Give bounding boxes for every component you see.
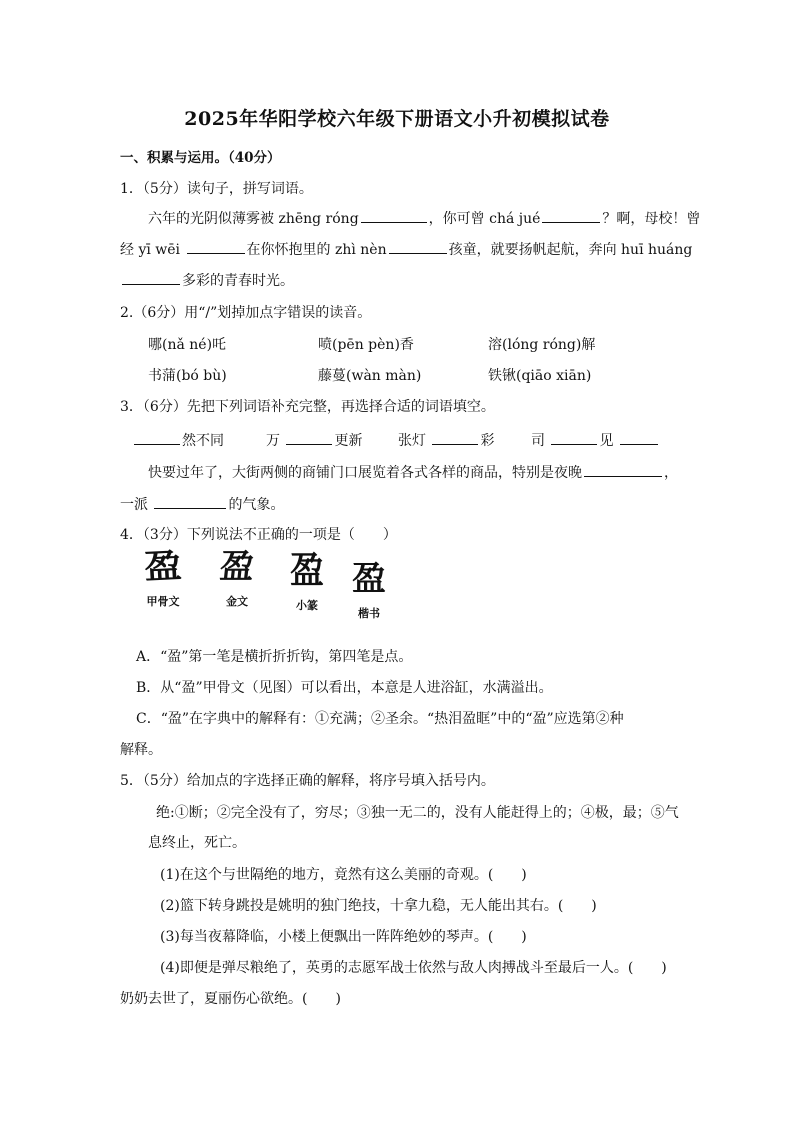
q2-item: 藤蔓(wàn màn)	[318, 368, 422, 384]
q1-text: ？啊，母校！曾	[602, 211, 701, 227]
answer-blank[interactable]	[154, 495, 226, 509]
q3-word-1	[132, 430, 224, 450]
q1-text: 孩童，就要扬帆起航，奔向 huī huáng	[448, 242, 693, 258]
q4-option-c: C．“盈”在字典中的解释有：①充满；②圣余。“热泪盈眶”中的“盈”应选第②种	[136, 711, 624, 727]
q4-option-c-cont: 解释。	[120, 742, 162, 758]
q2-item: 铁锹(qiāo xiān)	[488, 368, 592, 384]
q3-word-3	[398, 430, 494, 450]
exam-title: 2025年华阳学校六年级下册语文小升初模拟试卷	[184, 108, 610, 130]
q1-text: 六年的光阴似薄雾被 zhēng róng	[148, 211, 359, 227]
q3-word-text: 张灯	[398, 433, 426, 449]
answer-blank[interactable]	[620, 431, 658, 445]
q1-line-2	[120, 239, 692, 259]
q2-item: 书蒲(bó bù)	[148, 368, 227, 384]
regular-script-glyph	[346, 559, 392, 621]
q3-word-text: 万	[266, 433, 280, 449]
q2-stem: 2.（6分）用“/”划掉加点字错误的读音。	[120, 305, 372, 321]
q5-sentence: (4)即便是弹尽粮绝了，英勇的志愿军战士依然与敌人肉搏战斗至最后一人。( )	[160, 960, 667, 976]
q3-word-text: 然不同	[182, 433, 224, 449]
q3-text: ，	[664, 465, 678, 481]
glyph-caption: 小篆	[296, 599, 318, 612]
glyph-char: 盈	[290, 549, 324, 593]
q5-sentence: (1)在这个与世隔绝的地方，竟然有这么美丽的奇观。( )	[160, 867, 527, 883]
q1-text: 在你怀抱里的 zhì nèn	[246, 242, 387, 258]
q2-item: 喷(pēn pèn)香	[318, 337, 414, 353]
q3-sentence-2	[120, 494, 284, 514]
answer-blank[interactable]	[187, 240, 245, 254]
answer-blank[interactable]	[361, 209, 427, 223]
q1-text: ，你可曾 chá jué	[428, 211, 541, 227]
q5-definition: 绝:①断；②完全没有了，穷尽；③独一无二的，没有人能赶得上的；④极，最；⑤气	[156, 805, 679, 821]
glyph-caption: 甲骨文	[146, 595, 180, 608]
q3-word-2	[266, 430, 362, 450]
q4-option-a: A．“盈”第一笔是横折折折钩，第四笔是点。	[136, 649, 413, 665]
section-1-heading: 一、积累与运用。（40分）	[120, 150, 281, 166]
q3-stem: 3．（6分）先把下列词语补充完整，再选择合适的词语填空。	[120, 399, 495, 415]
q3-text: 一派	[120, 497, 148, 513]
q5-sentence: (2)篮下转身跳投是姚明的独门绝技，十拿九稳，无人能出其右。( )	[160, 898, 597, 914]
q2-item: 哪(nǎ né)吒	[148, 337, 227, 353]
q3-text: 快要过年了，大街两侧的商铺门口展览着各式各样的商品，特别是夜晚	[148, 465, 582, 481]
q1-text: 多彩的青春时光。	[182, 273, 294, 289]
oracle-bone-glyph	[140, 547, 186, 609]
q3-text: 的气象。	[228, 497, 285, 513]
glyph-char: 盈	[143, 546, 183, 588]
q3-word-text: 彩	[480, 433, 495, 449]
answer-blank[interactable]	[122, 271, 180, 285]
q3-word-4	[531, 430, 660, 450]
answer-blank[interactable]	[389, 240, 447, 254]
q2-item: 溶(lóng róng)解	[488, 337, 596, 353]
q1-line-3	[120, 270, 294, 290]
glyph-char: 盈	[352, 559, 386, 599]
glyph-char: 盈	[217, 547, 257, 587]
q1-text: 经 yī wēi	[120, 242, 181, 258]
q5-sentence: 奶奶去世了，夏丽伤心欲绝。( )	[120, 991, 341, 1007]
q1-line-1	[148, 208, 700, 228]
answer-blank[interactable]	[551, 431, 597, 445]
q3-sentence-1	[148, 462, 678, 482]
q3-word-text: 司	[531, 433, 545, 449]
q5-definition-cont: 息终止，死亡。	[148, 835, 246, 851]
q3-word-text: 更新	[334, 433, 363, 449]
seal-script-glyph	[284, 551, 330, 613]
answer-blank[interactable]	[286, 431, 332, 445]
q5-sentence: (3)每当夜幕降临，小楼上便飘出一阵阵绝妙的琴声。( )	[160, 929, 527, 945]
q4-stem: 4．（3分）下列说法不正确的一项是（ ）	[120, 527, 397, 543]
q5-stem: 5．（5分）给加点的字选择正确的解释，将序号填入括号内。	[120, 773, 495, 789]
answer-blank[interactable]	[584, 463, 662, 477]
q4-option-b: B．从“盈”甲骨文（见图）可以看出，本意是人进浴缸，水满溢出。	[136, 680, 553, 696]
q1-stem: 1．（5分）读句子，拼写词语。	[120, 181, 313, 197]
answer-blank[interactable]	[542, 209, 600, 223]
glyph-caption: 楷书	[358, 607, 380, 620]
glyph-caption: 金文	[226, 595, 248, 608]
bronze-glyph	[214, 547, 260, 609]
character-evolution-figure	[140, 545, 400, 630]
q3-word-text: 见	[599, 433, 614, 449]
answer-blank[interactable]	[432, 431, 478, 445]
answer-blank[interactable]	[134, 431, 180, 445]
